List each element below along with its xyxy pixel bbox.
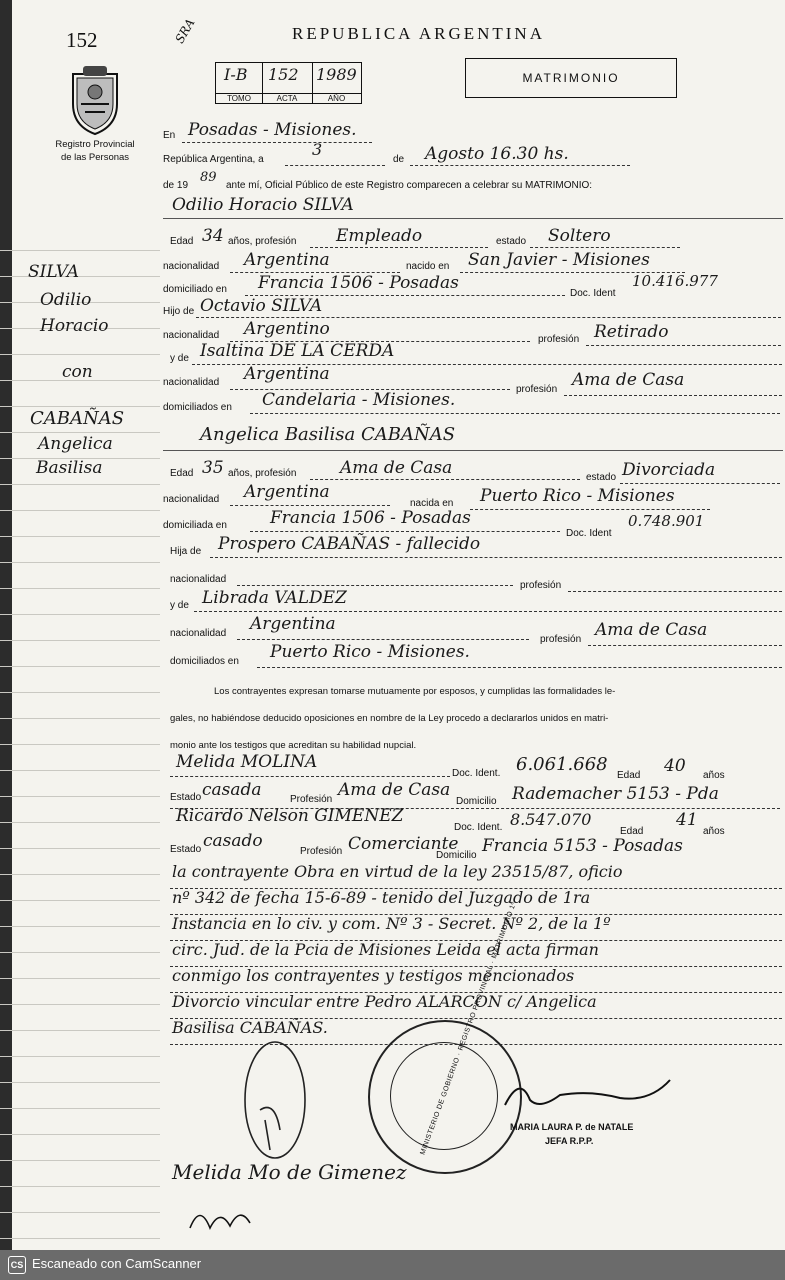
margin-rule-line bbox=[0, 900, 160, 901]
intro-text: ante mí, Oficial Público de este Registro comparecen a celebrar su MATRIMONIO: bbox=[226, 180, 593, 191]
witness1-name-value: Melida MOLINA bbox=[176, 752, 318, 772]
margin-rule-line bbox=[0, 848, 160, 849]
margin-rule-line bbox=[0, 1030, 160, 1031]
label-domiciliados-en-bride: domiciliados en bbox=[170, 656, 239, 667]
note-line-1: la contrayente Obra en virtud de la ley 23515/87, oficio bbox=[172, 862, 623, 881]
bride-estado-value: Divorciada bbox=[622, 460, 716, 480]
label-edad: Edad bbox=[170, 236, 194, 247]
groom-estado-value: Soltero bbox=[548, 226, 611, 246]
label-anos-profesion: años, profesión bbox=[228, 236, 297, 247]
witness2-age-value: 41 bbox=[676, 810, 698, 830]
groom-age-value: 34 bbox=[202, 226, 224, 246]
note-line-4: circ. Jud. de la Pcia de Misiones Leida el acta firman bbox=[172, 940, 599, 959]
margin-rule-line bbox=[0, 562, 160, 563]
groom-name-value: Odilio Horacio SILVA bbox=[172, 195, 354, 215]
day-value: 3 bbox=[312, 140, 323, 159]
label-witness1-anos: años bbox=[703, 770, 725, 781]
label-nacionalidad-mother: nacionalidad bbox=[163, 377, 220, 388]
label-witness2-profesion: Profesión bbox=[300, 846, 343, 857]
act-type-label: MATRIMONIO bbox=[522, 71, 620, 85]
margin-rule-line bbox=[0, 718, 160, 719]
groom-profession-value: Empleado bbox=[336, 226, 423, 246]
margin-rule-line bbox=[0, 978, 160, 979]
label-nacionalidad-father: nacionalidad bbox=[163, 330, 220, 341]
margin-note-bride-surname: CABAÑAS bbox=[30, 408, 125, 429]
groom-father-value: Octavio SILVA bbox=[200, 296, 323, 316]
groom-signature bbox=[185, 1198, 255, 1243]
groom-doc-value: 10.416.977 bbox=[632, 272, 718, 290]
bride-mother-profession-value: Ama de Casa bbox=[595, 620, 708, 640]
label-profesion-father: profesión bbox=[538, 334, 580, 345]
label-nacionalidad: nacionalidad bbox=[163, 261, 220, 272]
label-profesion-mother: profesión bbox=[516, 384, 558, 395]
groom-parents-address-value: Candelaria - Misiones. bbox=[262, 390, 456, 410]
witness2-profession-value: Comerciante bbox=[348, 834, 459, 854]
groom-birthplace-value: San Javier - Misiones bbox=[468, 250, 650, 270]
registry-line-1: Registro Provincial bbox=[55, 139, 135, 150]
camscanner-logo-text: CS bbox=[10, 1260, 24, 1270]
label-estado: estado bbox=[496, 236, 527, 247]
note-line-7: Basilisa CABAÑAS. bbox=[172, 1018, 328, 1037]
groom-mother-profession-value: Ama de Casa bbox=[572, 370, 685, 390]
place-value: Posadas - Misiones. bbox=[188, 120, 357, 140]
margin-note-name-2: Horacio bbox=[40, 316, 109, 336]
label-witness1-estado: Estado bbox=[170, 792, 202, 803]
seal-text: MINISTERIO DE GOBIERNO · REGISTRO PROVINCIAL · MATRIMONIO 1º bbox=[419, 900, 518, 1156]
ano-value: 1989 bbox=[316, 65, 357, 84]
margin-rule-line bbox=[0, 614, 160, 615]
bride-nationality-value: Argentina bbox=[244, 482, 330, 502]
label-edad-bride: Edad bbox=[170, 468, 194, 479]
margin-rule-line bbox=[0, 406, 160, 407]
bride-doc-value: 0.748.901 bbox=[628, 512, 705, 530]
witness2-estado-value: casado bbox=[203, 831, 263, 851]
margin-rule-line bbox=[0, 926, 160, 927]
bride-mother-value: Librada VALDEZ bbox=[202, 588, 347, 608]
tomo-value: I-B bbox=[224, 65, 248, 84]
margin-rule-line bbox=[0, 770, 160, 771]
groom-mother-value: Isaltina DE LA CERDA bbox=[200, 341, 395, 361]
margin-rule-line bbox=[0, 536, 160, 537]
margin-rule-line bbox=[0, 588, 160, 589]
margin-rule-line bbox=[0, 952, 160, 953]
groom-father-nationality-value: Argentino bbox=[244, 319, 330, 339]
groom-address-value: Francia 1506 - Posadas bbox=[258, 273, 459, 293]
month-time-value: Agosto 16.30 hs. bbox=[425, 144, 569, 164]
label-witness1-doc: Doc. Ident. bbox=[452, 768, 501, 779]
margin-note-bride-name-2: Basilisa bbox=[36, 458, 103, 478]
note-line-6: Divorcio vincular entre Pedro ALARCON c/ Angelica bbox=[172, 992, 597, 1011]
margin-rule-line bbox=[0, 354, 160, 355]
groom-mother-nationality-value: Argentina bbox=[244, 364, 330, 384]
margin-rule-line bbox=[0, 640, 160, 641]
binder-edge bbox=[0, 0, 12, 1250]
note-line-3: Instancia en lo civ. y com. Nº 3 - Secret. Nº 2, de la 1º bbox=[172, 914, 611, 933]
bride-address-value: Francia 1506 - Posadas bbox=[270, 508, 471, 528]
label-estado-bride: estado bbox=[586, 472, 617, 483]
margin-rule-line bbox=[0, 250, 160, 251]
bride-name-value: Angelica Basilisa CABAÑAS bbox=[200, 424, 456, 445]
ano-label: AÑO bbox=[327, 94, 346, 103]
margin-rule-line bbox=[0, 744, 160, 745]
corner-initials: SRA bbox=[172, 16, 198, 46]
declaration-line-3: monio ante los testigos que acreditan su habilidad nupcial. bbox=[170, 740, 417, 751]
margin-rule-line bbox=[0, 796, 160, 797]
declaration-line-2: gales, no habiéndose deducido oposiciones en nombre de la Ley procedo a declararlos unidos en matri- bbox=[170, 713, 609, 724]
margin-rule-line bbox=[0, 666, 160, 667]
official-seal bbox=[368, 900, 522, 1174]
label-nacida-en: nacida en bbox=[410, 498, 454, 509]
label-republica: República Argentina, a bbox=[163, 154, 264, 165]
bride-birthplace-value: Puerto Rico - Misiones bbox=[480, 486, 675, 506]
label-nacido-en: nacido en bbox=[406, 261, 450, 272]
year-suffix-value: 89 bbox=[200, 170, 217, 185]
witness2-doc-value: 8.547.070 bbox=[510, 810, 592, 829]
official-signature bbox=[500, 1070, 680, 1125]
bride-age-value: 35 bbox=[202, 458, 224, 478]
margin-rule-line bbox=[0, 276, 160, 277]
label-doc-ident: Doc. Ident bbox=[570, 288, 616, 299]
witness1-profession-value: Ama de Casa bbox=[338, 780, 451, 800]
camscanner-logo bbox=[8, 1256, 26, 1274]
label-witness1-edad: Edad bbox=[617, 770, 641, 781]
margin-note-bride-name-1: Angelica bbox=[38, 434, 113, 454]
official-stamp-title: JEFA R.P.P. bbox=[545, 1136, 594, 1146]
margin-rule-line bbox=[0, 432, 160, 433]
register-box bbox=[215, 62, 362, 104]
margin-note-name-1: Odilio bbox=[40, 290, 92, 310]
label-nacionalidad-bride: nacionalidad bbox=[163, 494, 220, 505]
margin-note-surname: SILVA bbox=[28, 262, 80, 282]
registry-name bbox=[40, 138, 150, 164]
label-de-19: de 19 bbox=[163, 180, 189, 191]
witness2-name-value: Ricardo Nelson GIMENEZ bbox=[176, 806, 404, 826]
label-witness2-edad: Edad bbox=[620, 826, 644, 837]
label-witness2-domicilio: Domicilio bbox=[436, 850, 477, 861]
camscanner-label: Escaneado con CamScanner bbox=[32, 1256, 202, 1271]
label-y-de-bride: y de bbox=[170, 600, 189, 611]
label-profesion-bride-mother: profesión bbox=[540, 634, 582, 645]
margin-rule-line bbox=[0, 1134, 160, 1135]
margin-rule-line bbox=[0, 1238, 160, 1239]
witness1-estado-value: casada bbox=[202, 780, 262, 800]
witness2-address-value: Francia 5153 - Posadas bbox=[482, 836, 683, 856]
label-witness2-anos: años bbox=[703, 826, 725, 837]
declaration-line-1: Los contrayentes expresan tomarse mutuamente por esposos, y cumplidas las formalidades le- bbox=[214, 686, 616, 697]
label-en: En bbox=[163, 130, 176, 141]
margin-rule-line bbox=[0, 1108, 160, 1109]
label-domiciliado-en: domiciliado en bbox=[163, 284, 227, 295]
label-witness1-domicilio: Domicilio bbox=[456, 796, 497, 807]
note-line-5: conmigo los contrayentes y testigos mencionados bbox=[172, 966, 575, 985]
label-domiciliados-en: domiciliados en bbox=[163, 402, 232, 413]
acta-label: ACTA bbox=[276, 94, 298, 103]
label-nacionalidad-bride-mother: nacionalidad bbox=[170, 628, 227, 639]
label-nacionalidad-bride-father: nacionalidad bbox=[170, 574, 227, 585]
label-y-de: y de bbox=[170, 353, 189, 364]
bride-father-value: Prospero CABAÑAS - fallecido bbox=[218, 534, 481, 554]
bride-parents-address-value: Puerto Rico - Misiones. bbox=[270, 642, 470, 662]
margin-rule-line bbox=[0, 822, 160, 823]
registry-emblem bbox=[67, 64, 123, 141]
page-number: 152 bbox=[66, 28, 98, 52]
bride-profession-value: Ama de Casa bbox=[340, 458, 453, 478]
label-anos-profesion-bride: años, profesión bbox=[228, 468, 297, 479]
label-profesion-bride-father: profesión bbox=[520, 580, 562, 591]
margin-note-con: con bbox=[62, 362, 93, 382]
country-heading: REPUBLICA ARGENTINA bbox=[292, 24, 545, 43]
groom-nationality-value: Argentina bbox=[244, 250, 330, 270]
witness1-doc-value: 6.061.668 bbox=[516, 754, 608, 775]
witness1-age-value: 40 bbox=[664, 756, 686, 776]
label-de: de bbox=[393, 154, 405, 165]
label-witness1-profesion: Profesión bbox=[290, 794, 333, 805]
label-hija-de: Hija de bbox=[170, 546, 202, 557]
margin-rule-line bbox=[0, 1082, 160, 1083]
bride-signature bbox=[240, 1040, 310, 1165]
label-witness2-doc: Doc. Ident. bbox=[454, 822, 503, 833]
witness1-address-value: Rademacher 5153 - Pda bbox=[512, 784, 719, 804]
note-line-2: nº 342 de fecha 15-6-89 - tenido del Juzgado de 1ra bbox=[172, 888, 591, 907]
witness-signature: Melida Mo de Gimenez bbox=[172, 1160, 407, 1184]
margin-rule-line bbox=[0, 874, 160, 875]
margin-rule-line bbox=[0, 1212, 160, 1213]
label-witness2-estado: Estado bbox=[170, 844, 202, 855]
label-domiciliada-en: domiciliada en bbox=[163, 520, 227, 531]
official-stamp-name: MARIA LAURA P. de NATALE bbox=[510, 1122, 634, 1132]
margin-rule-line bbox=[0, 484, 160, 485]
margin-rule-line bbox=[0, 1160, 160, 1161]
margin-rule-line bbox=[0, 1056, 160, 1057]
label-doc-ident-bride: Doc. Ident bbox=[566, 528, 612, 539]
tomo-label: TOMO bbox=[227, 94, 251, 103]
margin-rule-line bbox=[0, 510, 160, 511]
registry-line-2: de las Personas bbox=[60, 152, 130, 163]
groom-father-profession-value: Retirado bbox=[594, 322, 669, 342]
margin-rule-line bbox=[0, 692, 160, 693]
act-type-box bbox=[465, 58, 677, 98]
acta-value: 152 bbox=[268, 65, 299, 84]
margin-rule-line bbox=[0, 1004, 160, 1005]
label-hijo-de: Hijo de bbox=[163, 306, 195, 317]
margin-rule-line bbox=[0, 1186, 160, 1187]
bride-mother-nationality-value: Argentina bbox=[250, 614, 336, 634]
